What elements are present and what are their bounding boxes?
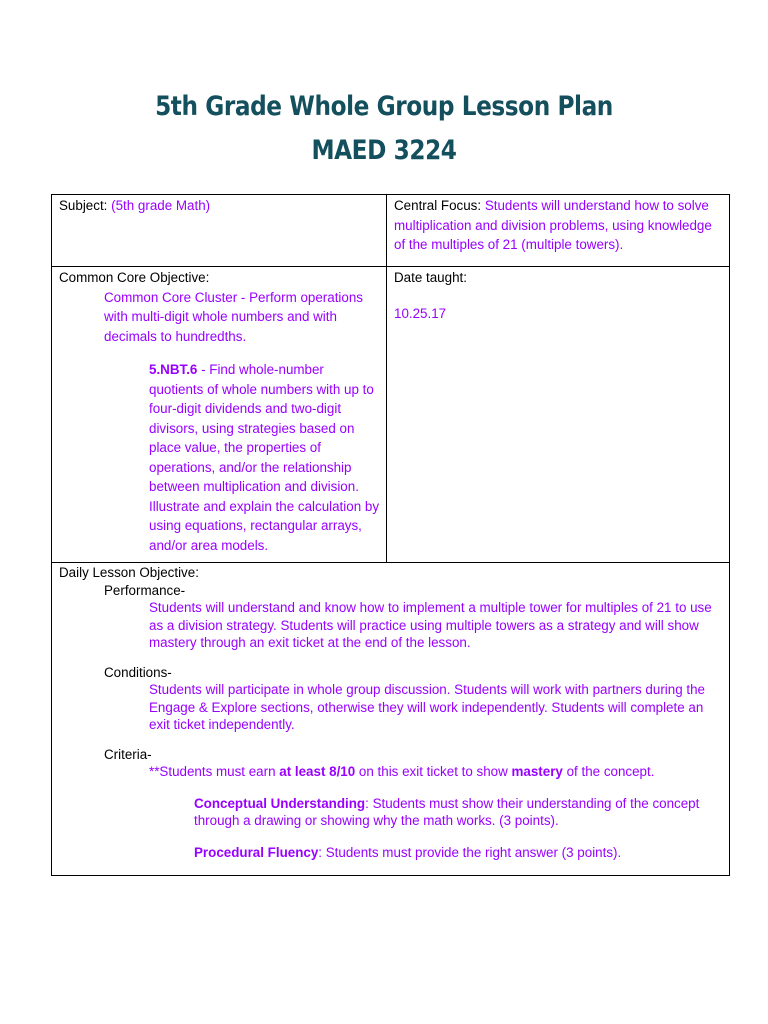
central-focus-cell <box>387 195 730 267</box>
conceptual-understanding <box>59 795 722 830</box>
criteria-score: at least 8/10 <box>279 764 356 779</box>
criteria-part: **Students must earn <box>149 764 280 779</box>
subject-cell <box>52 195 387 267</box>
table-row <box>52 267 730 563</box>
date-label: Date taught: <box>394 270 467 285</box>
criteria-label: Criteria- <box>104 746 152 762</box>
criteria-mastery: mastery <box>511 764 563 779</box>
common-core-label: Common Core Objective: <box>59 270 210 285</box>
lesson-plan-table <box>51 194 730 876</box>
criteria-part: of the concept. <box>562 764 655 779</box>
course-code: MAED 3224 <box>311 135 457 166</box>
conceptual-understanding-text: : Students must show their understanding of the concept through a drawing or showing why the math works. (3 points). <box>194 795 700 828</box>
subject-label: Subject: <box>59 198 108 213</box>
procedural-fluency-label: Procedural Fluency <box>194 844 319 860</box>
standard-text: - Find whole-number quotients of whole numbers with up to four-digit dividends and two-digit divisors, using strategies based on place value, the properties of operations, and/or the relationship between multiplication and division. Illustrate and explain the calculation by using equations, rectangular arrays, and/or area models. <box>149 362 380 553</box>
conceptual-understanding-label: Conceptual Understanding <box>194 795 366 811</box>
document-title: 5th Grade Whole Group Lesson Plan <box>155 91 613 122</box>
performance-text: Students will understand and know how to implement a multiple tower for multiples of 21 to use as a division strategy. Students will practice using multiple towers as a strategy and will show mastery through an exit ticket at the end of the lesson. <box>149 600 712 650</box>
conditions-text: Students will participate in whole group discussion. Students will work with partners during the Engage & Explore sections, otherwise they will work independently. Students will complete an exit ticket independently. <box>149 682 705 732</box>
procedural-fluency <box>59 844 722 862</box>
criteria-text <box>59 763 722 781</box>
central-focus-label: Central Focus: <box>394 198 482 213</box>
central-focus-value: Students will understand how to solve multiplication and division problems, using knowledge of the multiples of 21 (multiple towers). <box>394 198 712 252</box>
table-row <box>52 195 730 267</box>
common-core-cell <box>52 267 387 563</box>
performance-label: Performance- <box>104 582 186 598</box>
date-cell <box>387 267 730 563</box>
criteria-part: on this exit ticket to show <box>355 764 512 779</box>
standard-description <box>59 360 379 555</box>
subject-value: (5th grade Math) <box>111 198 211 213</box>
table-row <box>52 563 730 876</box>
procedural-fluency-text: : Students must provide the right answer (3 points). <box>318 844 622 860</box>
common-core-cluster: Common Core Cluster - Perform operations with multi-digit whole numbers and with decimals to hundredths. <box>104 289 363 344</box>
date-value: 10.25.17 <box>394 305 447 321</box>
conditions-label: Conditions- <box>104 664 172 680</box>
daily-objective-label: Daily Lesson Objective: <box>59 565 199 580</box>
daily-objective-cell <box>52 563 730 876</box>
standard-code: 5.NBT.6 <box>149 362 198 377</box>
